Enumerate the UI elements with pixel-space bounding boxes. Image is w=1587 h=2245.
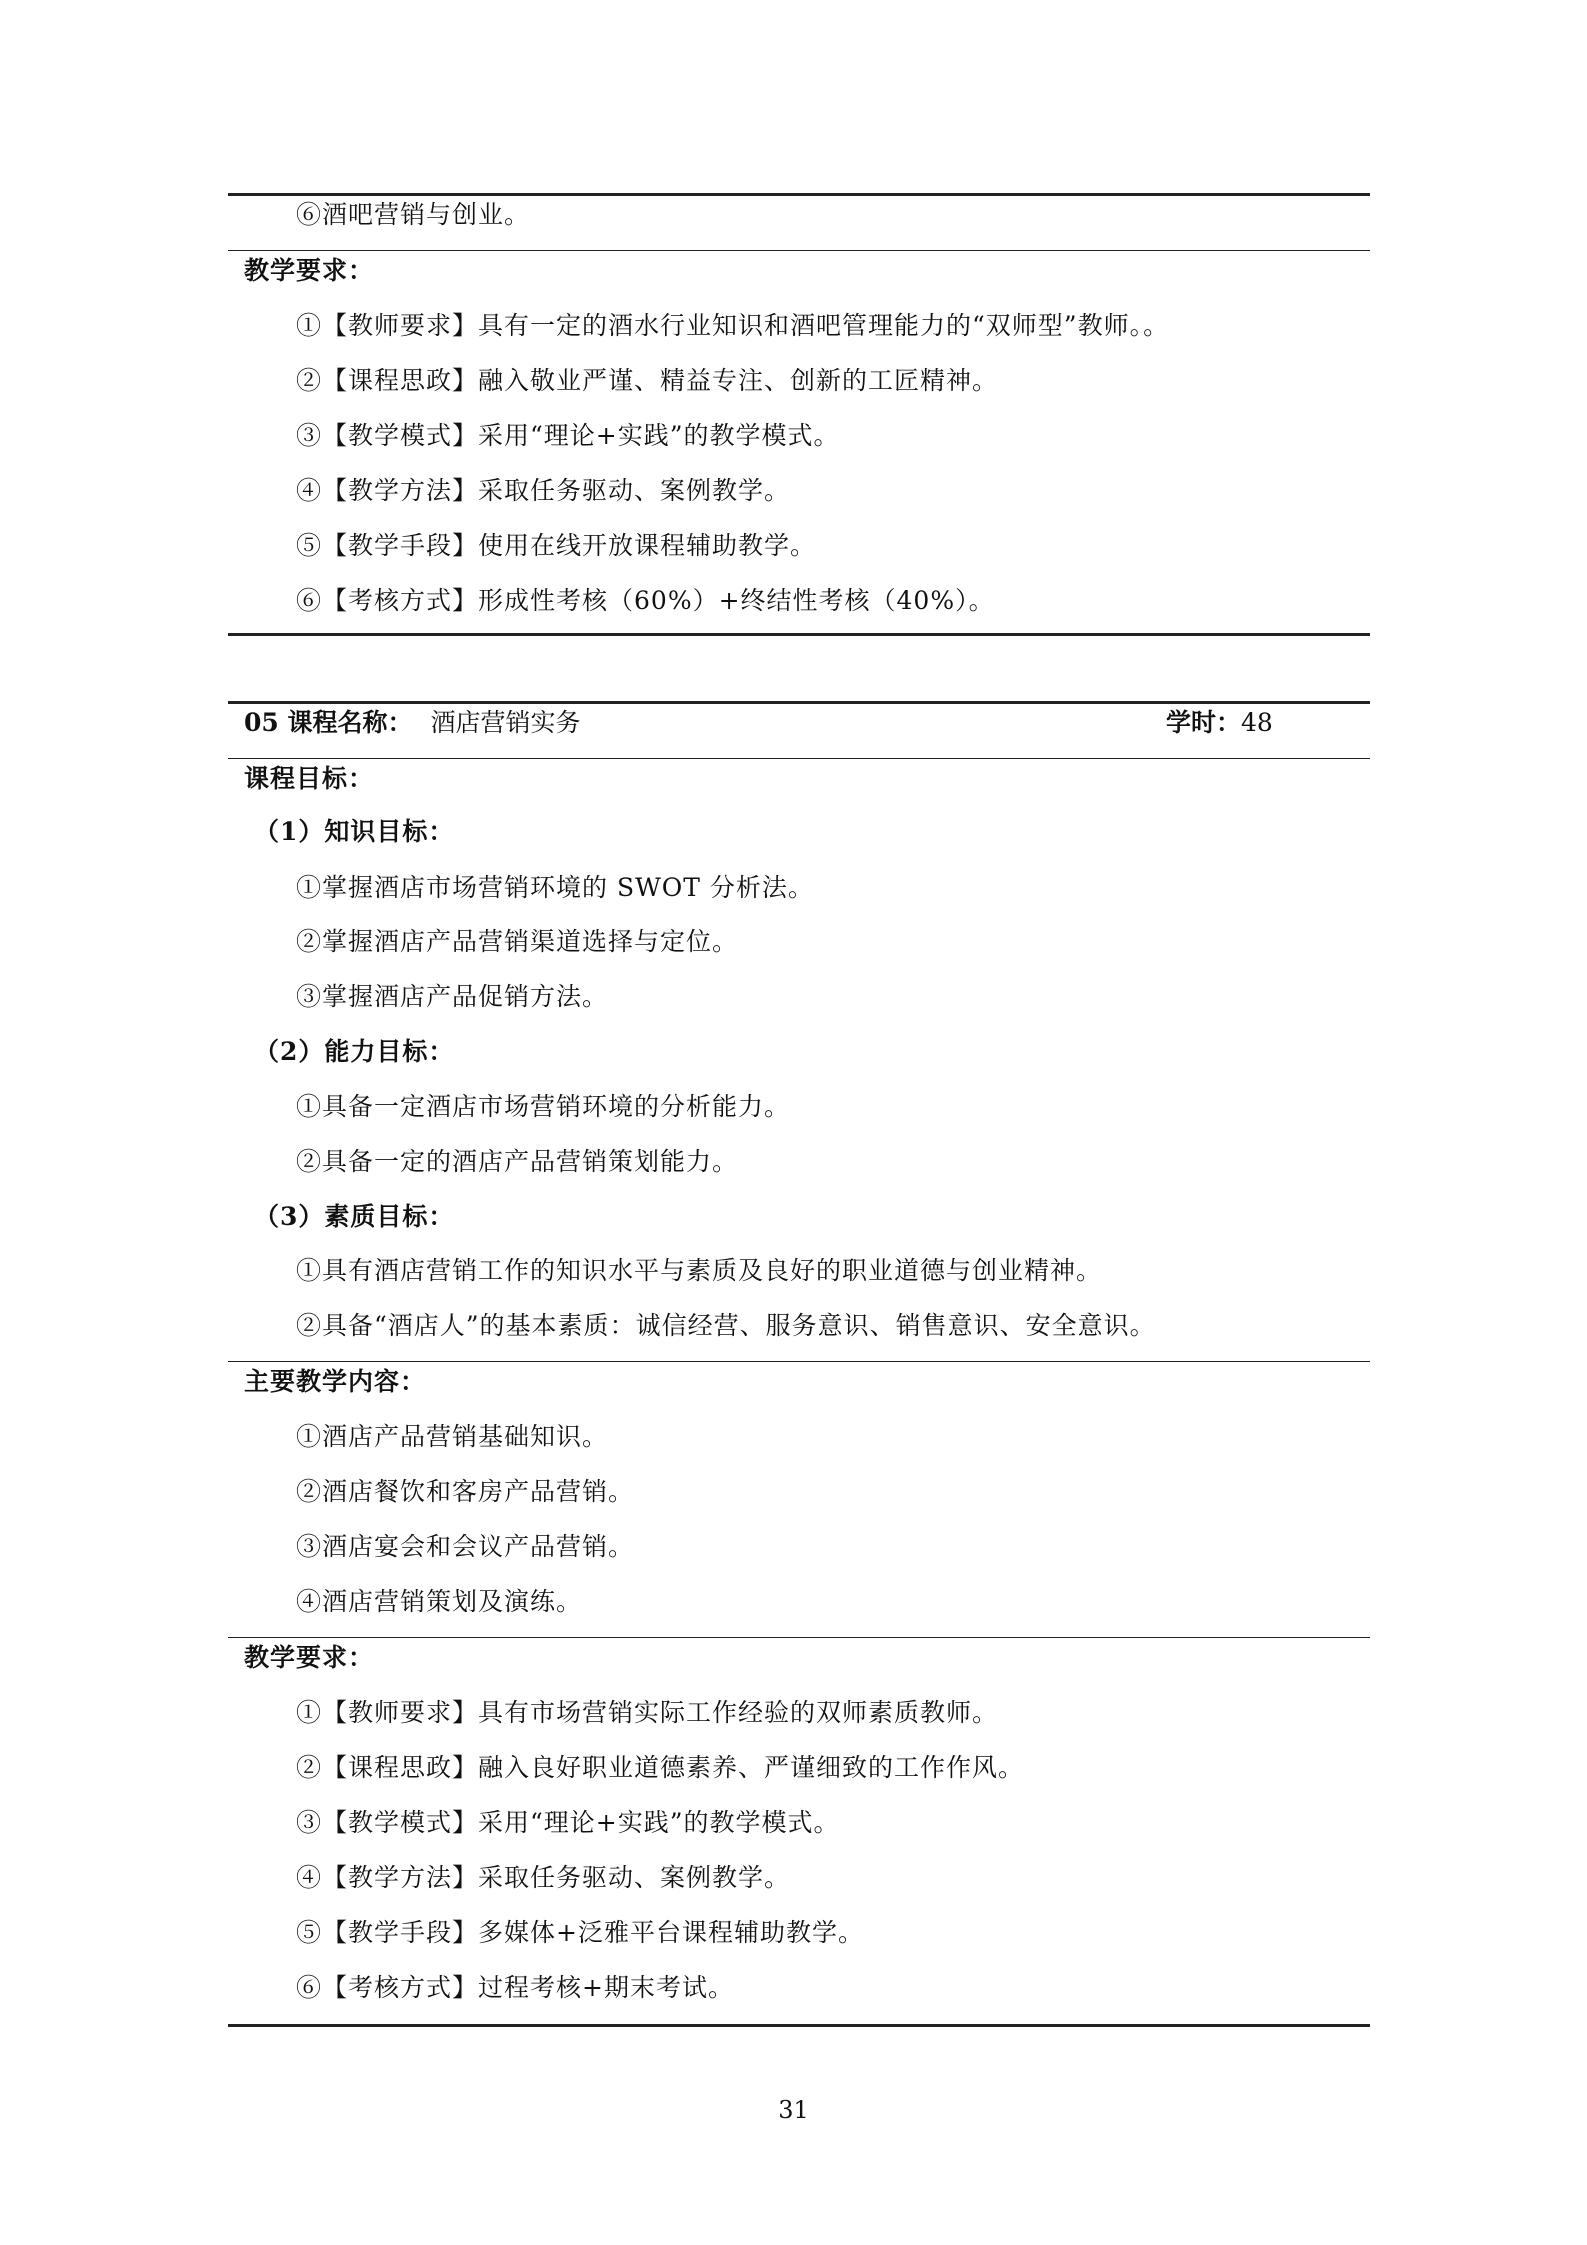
quality-item: ①具有酒店营销工作的知识水平与素质及良好的职业道德与创业精神。 bbox=[296, 1256, 1103, 1285]
ability-goals-heading: （2）能力目标： bbox=[254, 1037, 455, 1066]
main-content-heading: 主要教学内容： bbox=[244, 1367, 427, 1396]
content-item: ③酒店宴会和会议产品营销。 bbox=[296, 1532, 635, 1561]
content-item: ⑥酒吧营销与创业。 bbox=[296, 200, 531, 229]
section-divider bbox=[228, 1637, 1370, 1638]
course-top-rule bbox=[228, 701, 1370, 704]
requirement-item: ⑥【考核方式】过程考核+期末考试。 bbox=[296, 1973, 734, 2002]
knowledge-item: ②掌握酒店产品营销渠道选择与定位。 bbox=[296, 927, 739, 956]
course-name: 酒店营销实务 bbox=[430, 708, 581, 737]
content-item: ①酒店产品营销基础知识。 bbox=[296, 1422, 609, 1451]
requirement-item: ⑤【教学手段】使用在线开放课程辅助教学。 bbox=[296, 531, 817, 560]
section-divider bbox=[228, 250, 1370, 251]
section-divider bbox=[228, 758, 1370, 759]
content-item: ④酒店营销策划及演练。 bbox=[296, 1587, 583, 1616]
knowledge-goals-heading: （1）知识目标： bbox=[254, 817, 455, 846]
ability-item: ①具备一定酒店市场营销环境的分析能力。 bbox=[296, 1092, 791, 1121]
knowledge-item: ①掌握酒店市场营销环境的 SWOT 分析法。 bbox=[296, 873, 814, 902]
course-hours bbox=[1166, 706, 1273, 740]
requirement-item: ①【教师要求】具有市场营销实际工作经验的双师素质教师。 bbox=[296, 1698, 999, 1727]
teaching-requirements-heading: 教学要求： bbox=[244, 256, 375, 285]
hours-value: 48 bbox=[1241, 708, 1273, 737]
requirement-item: ①【教师要求】具有一定的酒水行业知识和酒吧管理能力的“双师型”教师。。 bbox=[296, 311, 1170, 340]
requirement-item: ④【教学方法】采取任务驱动、案例教学。 bbox=[296, 476, 791, 505]
quality-item: ②具备“酒店人”的基本素质：诚信经营、服务意识、销售意识、安全意识。 bbox=[296, 1311, 1156, 1340]
hours-label: 学时： bbox=[1166, 708, 1242, 737]
page-number: 31 bbox=[778, 2096, 809, 2124]
section-end-rule bbox=[228, 633, 1370, 636]
requirement-item: ④【教学方法】采取任务驱动、案例教学。 bbox=[296, 1863, 791, 1892]
requirement-item: ③【教学模式】采用“理论+实践”的教学模式。 bbox=[296, 1808, 840, 1837]
top-rule bbox=[228, 193, 1370, 196]
ability-item: ②具备一定的酒店产品营销策划能力。 bbox=[296, 1147, 739, 1176]
requirement-item: ②【课程思政】融入良好职业道德素养、严谨细致的工作作风。 bbox=[296, 1753, 1025, 1782]
section-divider bbox=[228, 1361, 1370, 1362]
knowledge-item: ③掌握酒店产品促销方法。 bbox=[296, 982, 609, 1011]
quality-goals-heading: （3）素质目标： bbox=[254, 1202, 455, 1231]
course-bottom-rule bbox=[228, 2024, 1370, 2027]
requirement-item: ⑤【教学手段】多媒体+泛雅平台课程辅助教学。 bbox=[296, 1918, 864, 1947]
requirement-item: ③【教学模式】采用“理论+实践”的教学模式。 bbox=[296, 421, 840, 450]
course-title-row bbox=[244, 706, 581, 740]
teaching-requirements-heading: 教学要求： bbox=[244, 1643, 375, 1672]
requirement-item: ⑥【考核方式】形成性考核（60%）+终结性考核（40%）。 bbox=[296, 586, 995, 615]
course-goals-heading: 课程目标： bbox=[244, 764, 375, 793]
content-item: ②酒店餐饮和客房产品营销。 bbox=[296, 1477, 635, 1506]
requirement-item: ②【课程思政】融入敬业严谨、精益专注、创新的工匠精神。 bbox=[296, 366, 999, 395]
course-number-label: 05 课程名称： bbox=[244, 708, 413, 737]
